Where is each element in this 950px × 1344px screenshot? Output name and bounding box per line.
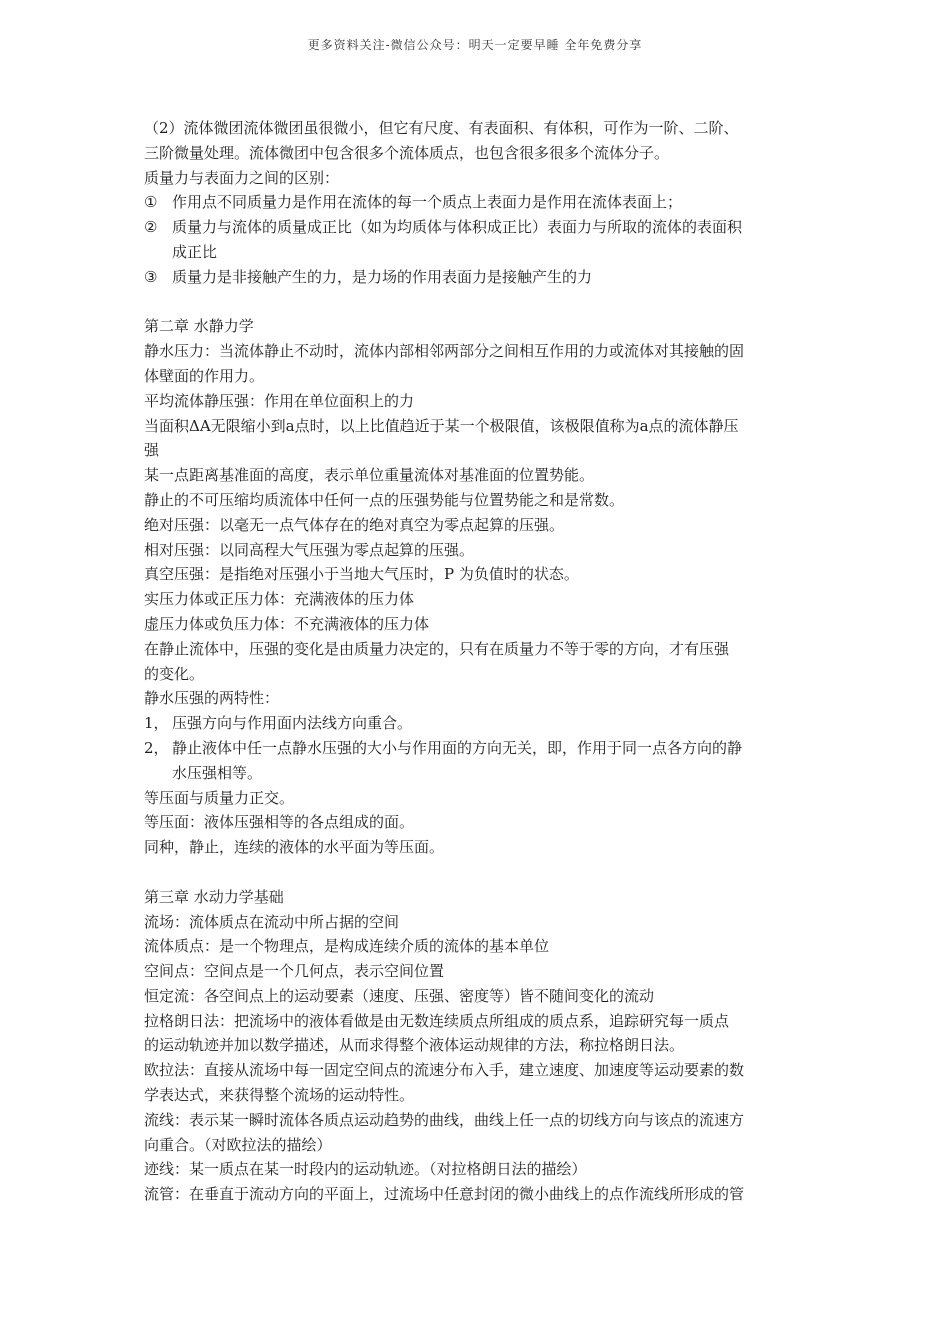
text-line: 实压力体或正压力体：充满液体的压力体 xyxy=(144,590,415,609)
text-line: 同种，静止，连续的液体的水平面为等压面。 xyxy=(144,838,445,857)
list-marker: 2， xyxy=(144,738,169,757)
text-line: 真空压强：是指绝对压强小于当地大气压时，P 为负值时的状态。 xyxy=(144,565,579,584)
text-line: （2）流体微团流体微团虽很微小，但它有尺度、有表面积、有体积，可作为一阶、二阶、 xyxy=(144,119,739,137)
list-item-text: 成正比 xyxy=(172,242,218,261)
text-line: 虚压力体或负压力体：不充满液体的压力体 xyxy=(144,614,430,633)
text-line: 在静止流体中，压强的变化是由质量力决定的，只有在质量力不等于零的方向，才有压强 xyxy=(144,639,730,658)
text-line: 欧拉法：直接从流场中每一固定空间点的流速分布入手，建立速度、加速度等运动要素的数 xyxy=(144,1061,745,1080)
text-line: 绝对压强：以毫无一点气体存在的绝对真空为零点起算的压强。 xyxy=(144,515,565,534)
spacer xyxy=(144,860,824,885)
list-item xyxy=(144,265,824,290)
text-line: 静水压力：当流体静止不动时，流体内部相邻两部分之间相互作用的力或流体对其接触的固 xyxy=(144,342,745,361)
text-line: 迹线：某一质点在某一时段内的运动轨迹。（对拉格朗日法的描绘） xyxy=(144,1160,587,1179)
list-item xyxy=(144,215,824,265)
section-chapter-2 xyxy=(144,314,824,860)
section-fluid-element xyxy=(144,116,824,290)
spacer xyxy=(144,290,824,315)
list-item-text: 压强方向与作用面内法线方向重合。 xyxy=(172,714,413,733)
list-item xyxy=(144,736,824,786)
chapter-heading: 第三章 水动力学基础 xyxy=(144,887,284,906)
text-line: 流管：在垂直于流动方向的平面上，过流场中任意封闭的微小曲线上的点作流线所形成的管 xyxy=(144,1185,745,1204)
text-line: 等压面：液体压强相等的各点组成的面。 xyxy=(144,813,415,832)
text-line: 等压面与质量力正交。 xyxy=(144,788,295,807)
list-item-text: 质量力与流体的质量成正比（如为均质体与体积成正比）表面力与所取的流体的表面积 xyxy=(172,218,743,237)
text-line: 体壁面的作用力。 xyxy=(144,366,265,385)
text-line: 强 xyxy=(144,441,160,460)
list-item-text: 水压强相等。 xyxy=(172,763,263,782)
list-marker: ② xyxy=(144,218,158,237)
text-line: 的运动轨迹并加以数学描述，从而求得整个液体运动规律的方法，称拉格朗日法。 xyxy=(144,1036,685,1055)
chapter-heading: 第二章 水静力学 xyxy=(144,317,254,336)
text-line: 当面积ΔA无限缩小到a点时，以上比值趋近于某一个极限值，该极限值称为a点的流体静压 xyxy=(144,416,739,435)
text-line: 静水压强的两特性： xyxy=(144,689,280,708)
list-item-text: 质量力是非接触产生的力，是力场的作用表面力是接触产生的力 xyxy=(172,267,593,286)
text-line: 质量力与表面力之间的区别： xyxy=(144,168,340,187)
list-item xyxy=(144,711,824,736)
text-line: 向重合。（对欧拉法的描绘） xyxy=(144,1135,332,1154)
text-line: 流体质点：是一个物理点，是构成连续介质的流体的基本单位 xyxy=(144,937,550,956)
text-line: 流线：表示某一瞬时流体各质点运动趋势的曲线，曲线上任一点的切线方向与该点的流速方 xyxy=(144,1110,745,1129)
list-marker: ③ xyxy=(144,267,158,286)
list-marker: ① xyxy=(144,193,158,212)
text-line: 拉格朗日法：把流场中的液体看做是由无数连续质点所组成的质点系，追踪研究每一质点 xyxy=(144,1011,730,1030)
text-line: 流场：流体质点在流动中所占据的空间 xyxy=(144,912,400,931)
section-chapter-3 xyxy=(144,885,824,1207)
page-header: 更多资料关注-微信公众号：明天一定要早睡 全年免费分享 xyxy=(307,38,643,52)
text-line: 某一点距离基准面的高度，表示单位重量流体对基准面的位置势能。 xyxy=(144,466,595,485)
text-line: 相对压强：以同高程大气压强为零点起算的压强。 xyxy=(144,540,475,559)
list-item xyxy=(144,190,824,215)
list-item-text: 静止液体中任一点静水压强的大小与作用面的方向无关，即，作用于同一点各方向的静 xyxy=(172,738,743,757)
text-line: 平均流体静压强：作用在单位面积上的力 xyxy=(144,391,415,410)
text-line: 静止的不可压缩均质流体中任何一点的压强势能与位置势能之和是常数。 xyxy=(144,490,625,509)
text-line: 空间点：空间点是一个几何点，表示空间位置 xyxy=(144,962,445,981)
text-line: 的变化。 xyxy=(144,664,205,683)
text-line: 学表达式，来获得整个流场的运动特性。 xyxy=(144,1086,415,1105)
text-line: 恒定流：各空间点上的运动要素（速度、压强、密度等）皆不随间变化的流动 xyxy=(144,986,655,1005)
list-item-text: 作用点不同质量力是作用在流体的每一个质点上表面力是作用在流体表面上； xyxy=(172,193,683,212)
text-line: 三阶微量处理。流体微团中包含很多个流体质点，也包含很多很多个流体分子。 xyxy=(144,143,670,162)
document-body xyxy=(144,116,824,1207)
list-marker: 1， xyxy=(144,714,169,733)
